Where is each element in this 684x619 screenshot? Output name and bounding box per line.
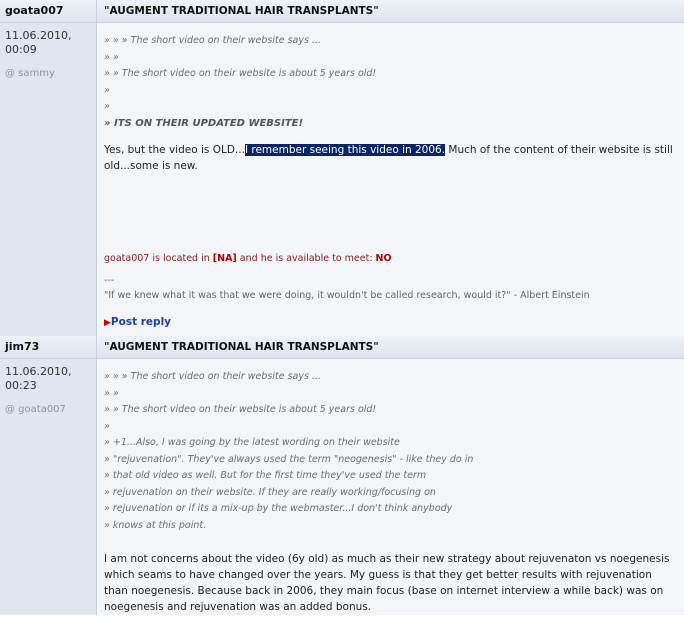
post-sidebar: [0, 336, 97, 615]
post-date: 11.06.2010,: [5, 365, 72, 378]
location-mid: and he is available to meet:: [236, 253, 376, 264]
location-value: [NA]: [212, 253, 237, 264]
quote-line: » rejuvenation or if its a mix-up by the webmaster...I don't think anybody: [104, 503, 453, 514]
reply-to-link[interactable]: @ goata007: [5, 404, 66, 415]
message-part: Much of the content of their website is still old...some is new.: [104, 144, 673, 172]
quote-line: » "rejuvenation". They've always used the term "neogenesis" - like they do in: [104, 453, 474, 465]
post-sidebar: [0, 0, 97, 336]
post-meta: [0, 23, 96, 81]
quote-line: »: [104, 420, 110, 432]
quote-line: » » » The short video on their website says ...: [104, 35, 321, 46]
message-part: Yes, but the video is OLD...: [104, 144, 245, 156]
post-date: 11.06.2010,: [5, 29, 72, 42]
quote-line: » rejuvenation on their website. If they are really working/focusing on: [104, 486, 436, 498]
signature: [104, 273, 676, 303]
post-content: [97, 336, 684, 615]
post-body: [97, 359, 684, 615]
quote-line: » knows at this point.: [104, 519, 207, 531]
post-title[interactable]: "AUGMENT TRADITIONAL HAIR TRANSPLANTS": [97, 0, 684, 23]
post-time: 00:23: [5, 379, 37, 392]
signature-text: "If we knew what it was that we were doing, it wouldn't be called research, would it?" - Albert Einstein: [104, 290, 590, 301]
post-body: [97, 23, 684, 336]
location-prefix: goata007 is located in: [104, 253, 213, 264]
forum-post: [0, 336, 684, 615]
post-content: [97, 0, 684, 336]
quoted-text: [104, 369, 676, 534]
meet-value: NO: [375, 253, 392, 264]
post-meta: [0, 359, 96, 417]
quote-line: » »: [104, 387, 119, 399]
post-time: 00:09: [5, 43, 37, 56]
post-author[interactable]: goata007: [0, 0, 96, 23]
quote-line: » »: [104, 51, 119, 63]
selected-text: I remember seeing this video in 2006.: [244, 144, 446, 156]
quote-line: »: [104, 84, 110, 96]
quoted-text: [104, 33, 676, 132]
reply-to-link[interactable]: @ sammy: [5, 68, 55, 79]
post-reply-label[interactable]: Post reply: [110, 316, 172, 328]
quote-line: » that old video as well. But for the first time they've used the term: [104, 470, 427, 481]
location-line: [104, 253, 676, 264]
post-reply-link[interactable]: [104, 316, 676, 336]
quote-line: » » The short video on their website is about 5 years old!: [104, 404, 377, 415]
quote-line: » ITS ON THEIR UPDATED WEBSITE!: [104, 117, 304, 129]
message-text: I am not concerns about the video (6y old) as much as their new strategy about rejuvenaton vs noegenesis which seams to have changed over the years. My guess is that they get better results with rejuvenation than noegenesis. Because back in 2006, they main focus (base on internet interview a while back) was on noegenesis and rejuvenation was an added bonus.: [104, 553, 670, 613]
post-title[interactable]: "AUGMENT TRADITIONAL HAIR TRANSPLANTS": [97, 336, 684, 359]
message-text: [104, 142, 676, 174]
quote-line: » » » The short video on their website says ...: [104, 371, 321, 382]
quote-line: »: [104, 101, 110, 112]
post-author[interactable]: jim73: [0, 336, 96, 359]
quote-line: » » The short video on their website is about 5 years old!: [104, 68, 377, 79]
arrow-right-icon: ▶: [104, 318, 111, 328]
signature-separator: ---: [104, 275, 115, 286]
quote-line: » +1...Also, I was going by the latest wording on their website: [104, 437, 400, 448]
